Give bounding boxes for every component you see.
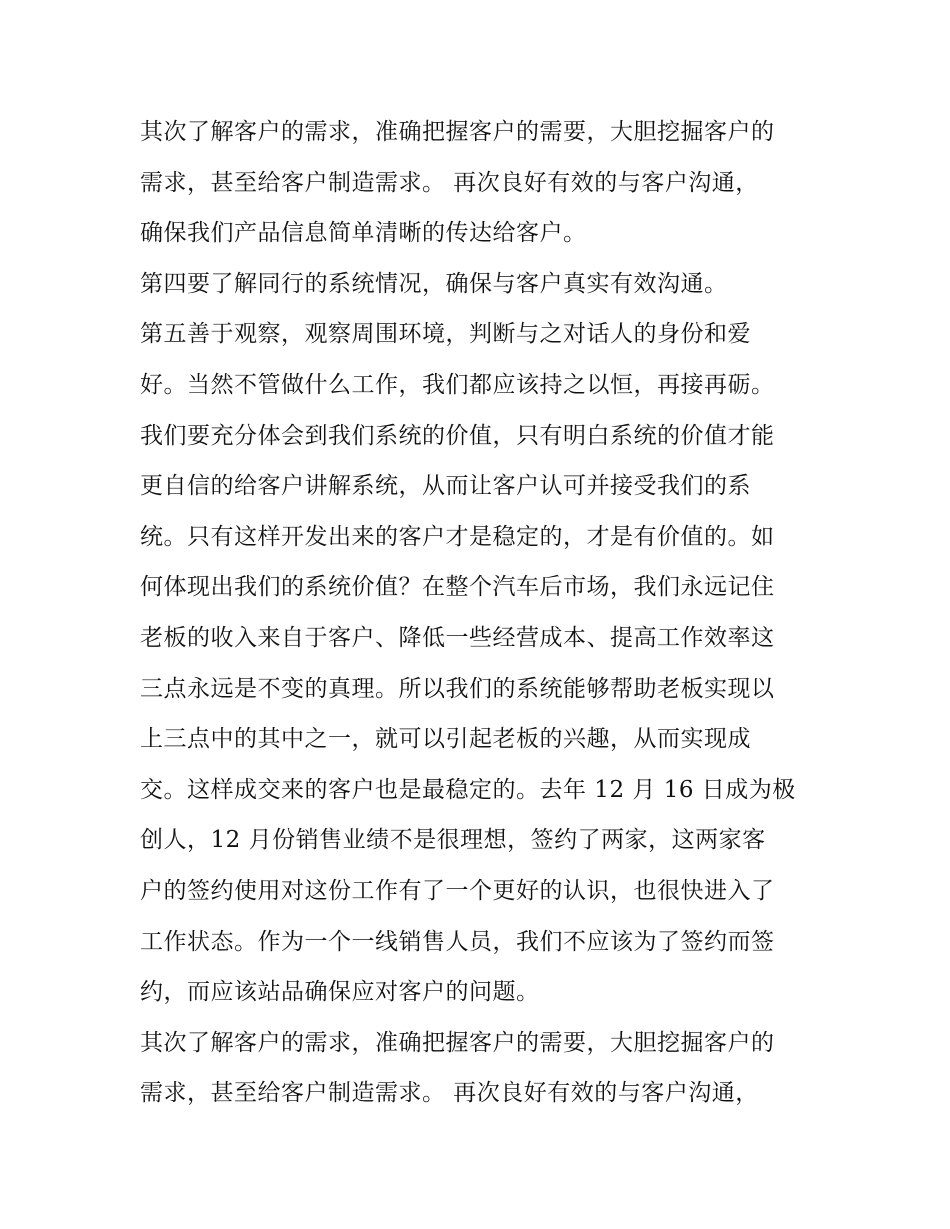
text-line-11: 老板的收入来自于客户、降低一些经营成本、提高工作效率这 [140, 624, 775, 651]
text-line-13: 上三点中的其中之一，就可以引起老板的兴趣，从而实现成 [140, 726, 751, 753]
text-line-20: 需求，甚至给客户制造需求。 再次良好有效的与客户沟通， [140, 1080, 759, 1107]
text-line-17: 工作状态。作为一个一线销售人员，我们不应该为了签约而签 [140, 928, 775, 955]
text-line-14: 交。这样成交来的客户也是最稳定的。去年 12 月 16 日成为极 [140, 776, 796, 803]
text-line-4: 第四要了解同行的系统情况，确保与客户真实有效沟通。 [140, 270, 728, 297]
text-line-12: 三点永远是不变的真理。所以我们的系统能够帮助老板实现以 [140, 675, 775, 702]
text-line-19: 其次了解客户的需求，准确把握客户的需要，大胆挖掘客户的 [140, 1029, 775, 1056]
text-line-3: 确保我们产品信息简单清晰的传达给客户。 [140, 220, 587, 247]
text-line-16: 户的签约使用对这份工作有了一个更好的认识，也很快进入了 [140, 877, 775, 904]
text-line-8: 更自信的给客户讲解系统，从而让客户认可并接受我们的系 [140, 473, 751, 500]
document-body [140, 107, 820, 1119]
text-line-6: 好。当然不管做什么工作，我们都应该持之以恒，再接再砺。 [140, 371, 775, 398]
text-line-2: 需求，甚至给客户制造需求。 再次良好有效的与客户沟通， [140, 169, 759, 196]
text-line-15: 创人，12 月份销售业绩不是很理想，签约了两家，这两家客 [140, 827, 766, 854]
text-line-9: 统。只有这样开发出来的客户才是稳定的，才是有价值的。如 [140, 523, 775, 550]
text-line-18: 约，而应该站品确保应对客户的问题。 [140, 979, 540, 1006]
text-line-7: 我们要充分体会到我们系统的价值，只有明白系统的价值才能 [140, 422, 775, 449]
text-line-5: 第五善于观察，观察周围环境，判断与之对话人的身份和爱 [140, 321, 751, 348]
text-line-1: 其次了解客户的需求，准确把握客户的需要，大胆挖掘客户的 [140, 119, 775, 145]
text-line-10: 何体现出我们的系统价值？在整个汽车后市场，我们永远记住 [140, 574, 775, 601]
